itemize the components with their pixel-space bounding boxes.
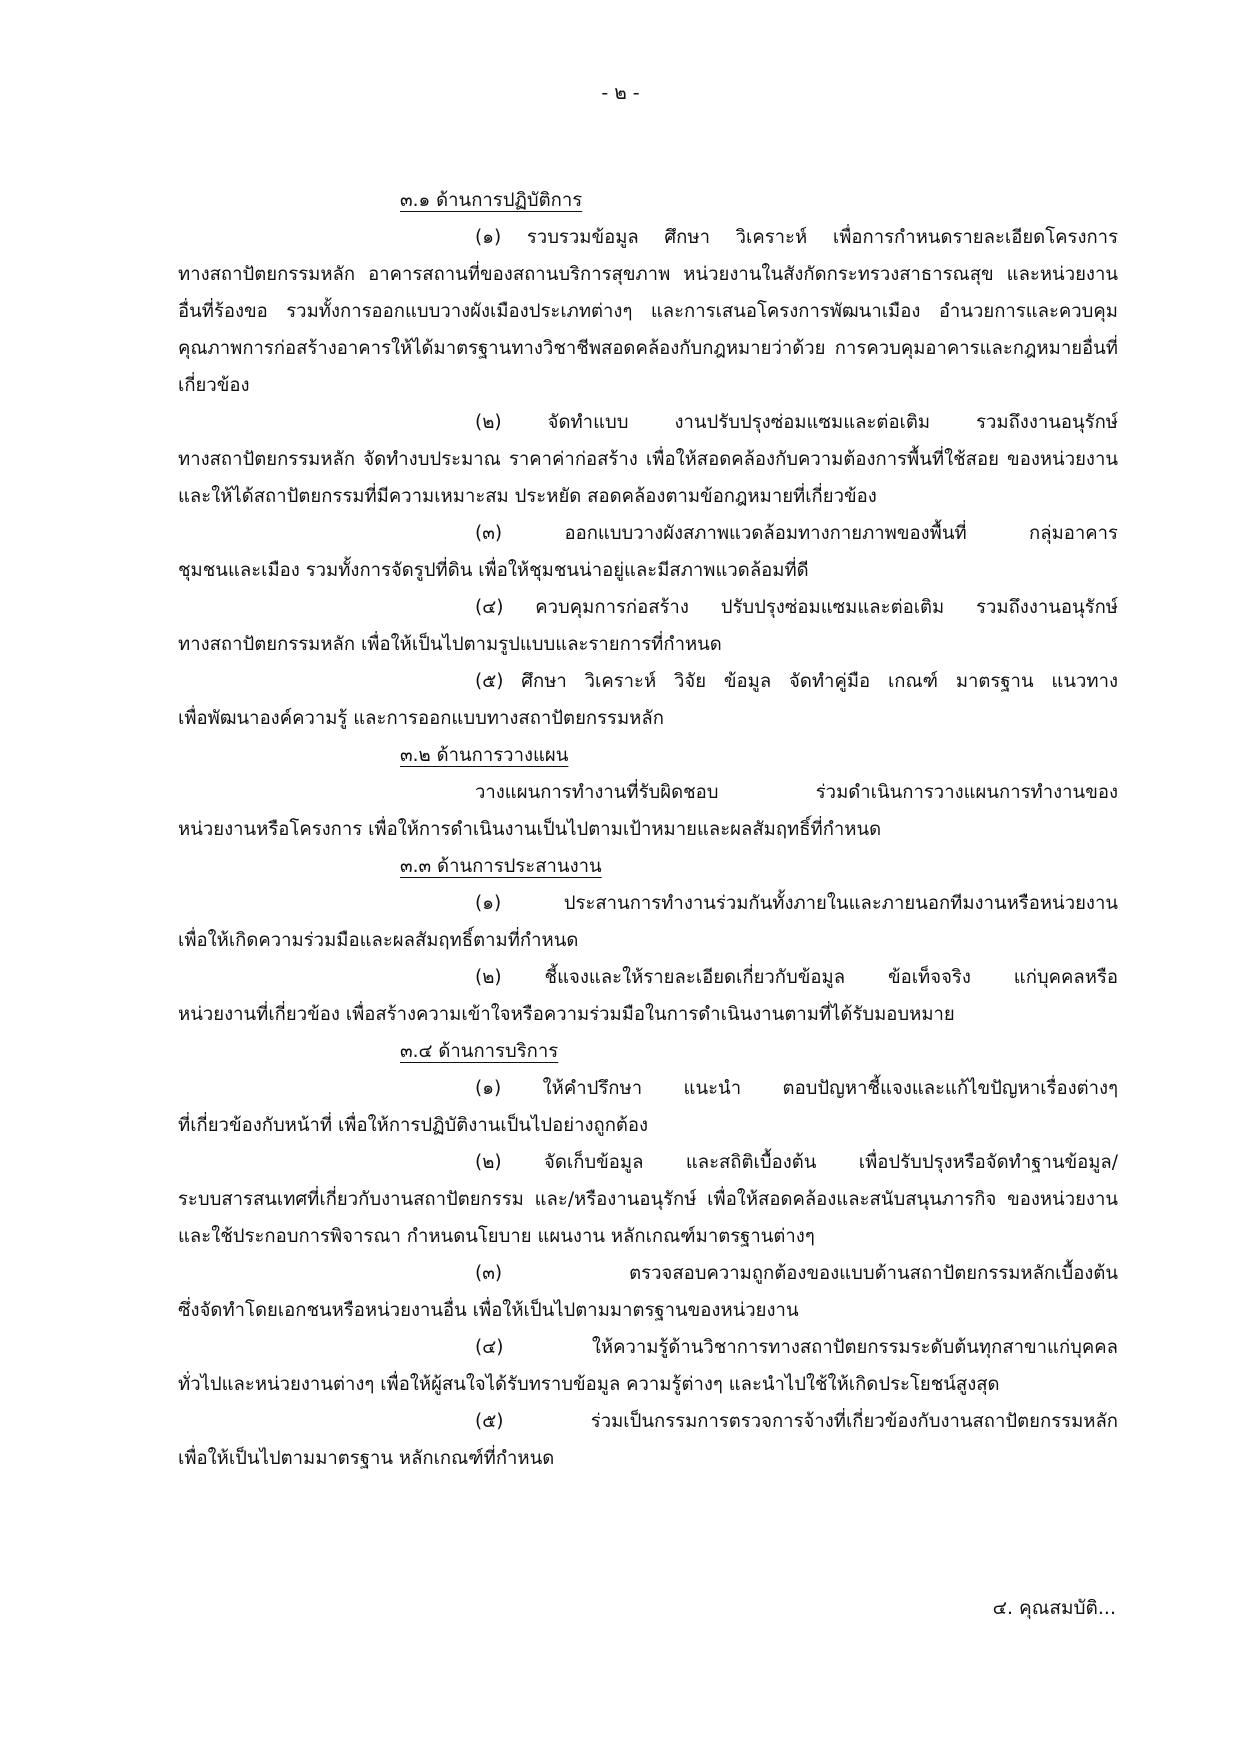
- paragraph-continuation: ระบบสารสนเทศที่เกี่ยวกับงานสถาปัตยกรรม และ/หรืองานอนุรักษ์ เพื่อให้สอดคล้องและสนับสนุนภารกิจ ของหน่วยงาน และใช้ประกอบการพิจารณา กำหนดนโยบาย แผนงาน หลักเกณฑ์มาตรฐานต่างๆ: [178, 1189, 1118, 1247]
- paragraph: [178, 663, 1118, 737]
- document-body: [178, 182, 1118, 1477]
- paragraph-continuation: ทั่วไปและหน่วยงานต่างๆ เพื่อให้ผู้สนใจได้รับทราบข้อมูล ความรู้ต่างๆ และนำไปใช้ให้เกิดประโยชน์สูงสุด: [178, 1374, 1000, 1395]
- paragraph-continuation: หน่วยงานที่เกี่ยวข้อง เพื่อสร้างความเข้าใจหรือความร่วมมือในการดำเนินงานตามที่ได้รับมอบหมาย: [178, 1004, 955, 1025]
- paragraph-first-line: (๒) จัดเก็บข้อมูล และสถิติเบื้องต้น เพื่อปรับปรุงหรือจัดทำฐานข้อมูล/: [475, 1152, 1118, 1173]
- paragraph-continuation: ทางสถาปัตยกรรมหลัก อาคารสถานที่ของสถานบริการสุขภาพ หน่วยงานในสังกัดกระทรวงสาธารณสุข และหน่วยงานอื่นที่ร้องขอ รวมทั้งการออกแบบวางผังเมืองประเภทต่างๆ และการเสนอโครงการพัฒนาเมือง อำนวยการและควบคุมคุณภาพการก่อสร้างอาคารให้ได้มาตรฐานทางวิชาชีพสอดคล้องกับกฎหมายว่าด้วย การควบคุมอาคารและกฎหมายอื่นที่เกี่ยวข้อง: [178, 264, 1118, 396]
- paragraph: [178, 1403, 1118, 1477]
- section-heading: ๓.๒ ด้านการวางแผน: [400, 745, 569, 766]
- section-heading: ๓.๓ ด้านการประสานงาน: [400, 856, 602, 877]
- paragraph-continuation: ที่เกี่ยวข้องกับหน้าที่ เพื่อให้การปฏิบัติงานเป็นไปอย่างถูกต้อง: [178, 1115, 649, 1136]
- paragraph-first-line: (๕) ศึกษา วิเคราะห์ วิจัย ข้อมูล จัดทำคู่มือ เกณฑ์ มาตรฐาน แนวทาง: [475, 671, 1118, 692]
- paragraph-continuation: เพื่อให้เกิดความร่วมมือและผลสัมฤทธิ์ตามที่กำหนด: [178, 930, 579, 951]
- paragraph: [178, 515, 1118, 589]
- section-heading: ๓.๑ ด้านการปฏิบัติการ: [400, 190, 583, 211]
- paragraph: [178, 885, 1118, 959]
- section-heading: ๓.๔ ด้านการบริการ: [400, 1041, 559, 1062]
- paragraph: [178, 589, 1118, 663]
- paragraph-first-line: (๓) ตรวจสอบความถูกต้องของแบบด้านสถาปัตยกรรมหลักเบื้องต้น: [475, 1263, 1118, 1284]
- paragraph-continuation: ทางสถาปัตยกรรมหลัก จัดทำงบประมาณ ราคาค่าก่อสร้าง เพื่อให้สอดคล้องกับความต้องการพื้นที่ใช้สอย ของหน่วยงาน และให้ได้สถาปัตยกรรมที่มีความเหมาะสม ประหยัด สอดคล้องตามข้อกฎหมายที่เกี่ยวข้อง: [178, 449, 1118, 507]
- paragraph-continuation: ชุมชนและเมือง รวมทั้งการจัดรูปที่ดิน เพื่อให้ชุมชนน่าอยู่และมีสภาพแวดล้อมที่ดี: [178, 560, 809, 581]
- paragraph: [178, 219, 1118, 404]
- paragraph-continuation: หน่วยงานหรือโครงการ เพื่อให้การดำเนินงานเป็นไปตามเป้าหมายและผลสัมฤทธิ์ที่กำหนด: [178, 819, 882, 840]
- paragraph: [178, 959, 1118, 1033]
- paragraph-first-line: (๕) ร่วมเป็นกรรมการตรวจการจ้างที่เกี่ยวข้องกับงานสถาปัตยกรรมหลัก: [475, 1411, 1118, 1432]
- paragraph-first-line: (๔) ควบคุมการก่อสร้าง ปรับปรุงซ่อมแซมและต่อเติม รวมถึงงานอนุรักษ์: [475, 597, 1118, 618]
- page-number: - ๒ -: [601, 82, 640, 104]
- paragraph-continuation: เพื่อให้เป็นไปตามมาตรฐาน หลักเกณฑ์ที่กำหนด: [178, 1448, 555, 1469]
- paragraph-first-line: วางแผนการทำงานที่รับผิดชอบ ร่วมดำเนินการวางแผนการทำงานของ: [475, 782, 1118, 803]
- paragraph-first-line: (๑) ประสานการทำงานร่วมกันทั้งภายในและภายนอกทีมงานหรือหน่วยงาน: [475, 893, 1118, 914]
- paragraph: [178, 1329, 1118, 1403]
- paragraph: [178, 404, 1118, 515]
- paragraph-first-line: (๒) จัดทำแบบ งานปรับปรุงซ่อมแซมและต่อเติม รวมถึงงานอนุรักษ์: [475, 412, 1118, 433]
- paragraph-first-line: (๓) ออกแบบวางผังสภาพแวดล้อมทางกายภาพของพื้นที่ กลุ่มอาคาร: [475, 523, 1118, 544]
- paragraph-first-line: (๑) รวบรวมข้อมูล ศึกษา วิเคราะห์ เพื่อการกำหนดรายละเอียดโครงการ: [475, 227, 1118, 248]
- paragraph-continuation: ซึ่งจัดทำโดยเอกชนหรือหน่วยงานอื่น เพื่อให้เป็นไปตามมาตรฐานของหน่วยงาน: [178, 1300, 799, 1321]
- paragraph: [178, 1144, 1118, 1255]
- paragraph-first-line: (๒) ชี้แจงและให้รายละเอียดเกี่ยวกับข้อมูล ข้อเท็จจริง แก่บุคคลหรือ: [475, 967, 1118, 988]
- paragraph-first-line: (๔) ให้ความรู้ด้านวิชาการทางสถาปัตยกรรมระดับต้นทุกสาขาแก่บุคคล: [475, 1337, 1118, 1358]
- paragraph-first-line: (๑) ให้คำปรึกษา แนะนำ ตอบปัญหาชี้แจงและแก้ไขปัญหาเรื่องต่างๆ: [475, 1078, 1118, 1099]
- paragraph-continuation: เพื่อพัฒนาองค์ความรู้ และการออกแบบทางสถาปัตยกรรมหลัก: [178, 708, 664, 729]
- paragraph: [178, 774, 1118, 848]
- paragraph: [178, 1070, 1118, 1144]
- paragraph-continuation: ทางสถาปัตยกรรมหลัก เพื่อให้เป็นไปตามรูปแบบและรายการที่กำหนด: [178, 634, 722, 655]
- continuation-footer: ๔. คุณสมบัติ...: [992, 1597, 1116, 1619]
- paragraph: [178, 1255, 1118, 1329]
